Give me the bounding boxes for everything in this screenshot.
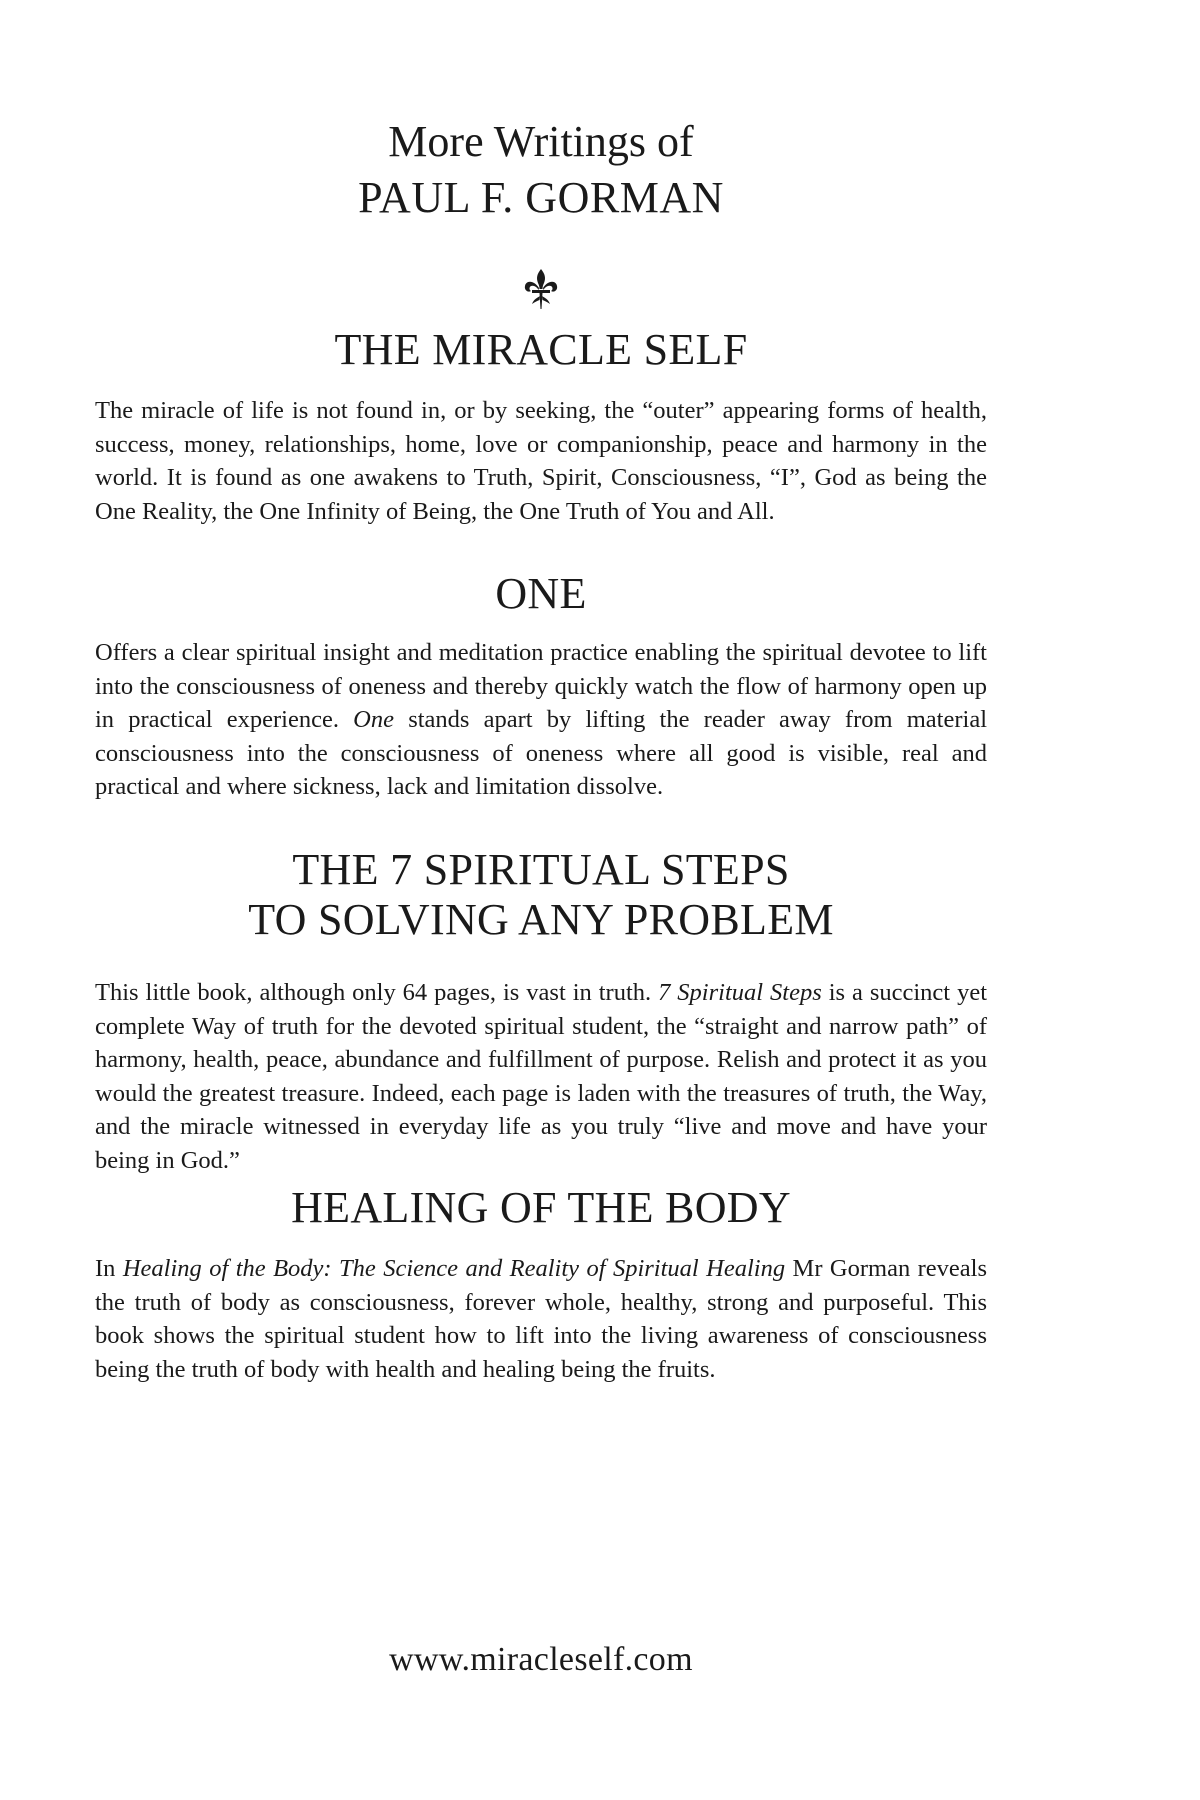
section-title-seven-steps-line2: TO SOLVING ANY PROBLEM bbox=[248, 895, 834, 944]
website-link[interactable]: www.miracleself.com bbox=[389, 1641, 693, 1678]
book-page bbox=[95, 0, 987, 1800]
header-more-writings: More Writings of bbox=[388, 117, 694, 166]
body-text-part: This little book, although only 64 pages, is vast in truth. bbox=[95, 979, 659, 1006]
section-body-seven-steps bbox=[95, 976, 987, 1177]
body-text-part: Offers a clear spiritual insight and meditation practice enabling the spiritual devotee to lift into the consciousness of oneness and thereby quickly watch the flow of harmony open up in practical experience. bbox=[95, 639, 987, 733]
section-body-one bbox=[95, 636, 987, 804]
body-text-part: Mr Gorman reveals the truth of body as consciousness, forever whole, healthy, strong and purposeful. This book shows the spiritual student how to lift into the living awareness of consciousness being the truth of body with health and healing being the fruits. bbox=[95, 1255, 988, 1383]
section-title-miracle-self: THE MIRACLE SELF bbox=[334, 325, 748, 374]
section-title-healing-body: HEALING OF THE BODY bbox=[291, 1183, 791, 1232]
section-title-one: ONE bbox=[495, 569, 587, 618]
section-title-seven-steps-line1: THE 7 SPIRITUAL STEPS bbox=[292, 845, 790, 894]
body-text-part: is a succinct yet complete Way of truth for the devoted spiritual student, the “straight and narrow path” of harmony, health, peace, abundance and fulfillment of purpose. Relish and protect it as you would the greatest treasure. Indeed, each page is laden with the treasures of truth, the Way, and the miracle witnessed in everyday life as you truly “live and move and have your being in God.” bbox=[95, 979, 987, 1174]
body-text-part: stands apart by lifting the reader away from material consciousness into the consciousness of oneness where all good is visible, real and practical and where sickness, lack and limitation dissolve. bbox=[95, 706, 987, 800]
fleur-de-lis-icon bbox=[521, 268, 561, 310]
book-title-italic: One bbox=[353, 706, 394, 733]
body-text-part: In bbox=[95, 1255, 123, 1282]
header-author-name: PAUL F. GORMAN bbox=[358, 173, 724, 222]
book-title-italic: Healing of the Body: The Science and Reality of Spiritual Healing bbox=[122, 1255, 786, 1282]
book-title-italic: 7 Spiritual Steps bbox=[658, 979, 822, 1006]
section-body-healing-body bbox=[95, 1252, 987, 1386]
section-body-miracle-self: The miracle of life is not found in, or by seeking, the “outer” appearing forms of health, success, money, relationships, home, love or companionship, peace and harmony in the world. It is found as one awakens to Truth, Spirit, Consciousness, “I”, God as being the One Reality, the One Infinity of Being, the One Truth of You and All. bbox=[95, 397, 987, 525]
